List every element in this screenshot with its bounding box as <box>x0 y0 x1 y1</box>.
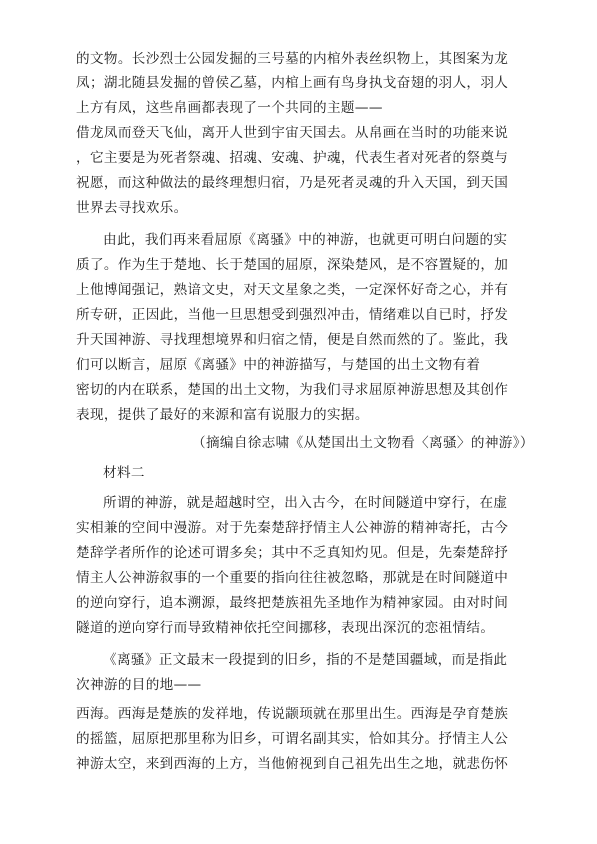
text-line: 升天国神游、寻找理想境界和归宿之情，便是自然而然的了。鉴此，我 <box>76 332 509 348</box>
text-line: 隧道的逆向穿行而导致精神依托空间挪移，表现出深沉的恋祖情结。 <box>76 620 495 636</box>
text-line: 质了。作为生于楚地、长于楚国的屈原，深染楚风，是不容置疑的，加 <box>76 257 509 273</box>
text-line: 凤；湖北随县发掘的曾侯乙墓，内棺上画有鸟身执戈奋翅的羽人，羽人 <box>76 75 509 91</box>
text-line: 楚辞学者所作的论述可谓多矣；其中不乏真知灼见。但是，先秦楚辞抒 <box>76 545 509 561</box>
text-line: 上他博闻强记，熟谙文史，对天文星象之类，一定深怀好奇之心，并有 <box>76 282 509 298</box>
section-heading: 材料二 <box>103 465 145 481</box>
text-line: 密切的内在联系，楚国的出土文物，为我们寻求屈原神游思想及其创作 <box>76 382 509 398</box>
text-line: 借龙凤而登天飞仙，离开人世到宇宙天国去。从帛画在当时的功能来说 <box>76 125 509 141</box>
text-line: 的文物。长沙烈士公园发掘的三号墓的内棺外表丝织物上，其图案为龙 <box>76 51 509 67</box>
text-line: 的摇篮，屈原把那里称为旧乡，可谓名副其实，恰如其分。抒情主人公 <box>76 731 509 747</box>
text-line: 情主人公神游叙事的一个重要的指向往往被忽略，那就是在时间隧道中 <box>76 570 509 586</box>
source-citation: （摘编自徐志啸《从楚国出土文物看〈离骚〉的神游》） <box>192 435 534 451</box>
text-line: 们可以断言，屈原《离骚》中的神游描写，与楚国的出土文物有着 <box>76 357 481 373</box>
text-line: 的逆向穿行，追本溯源，最终把楚族祖先圣地作为精神家园。由对时间 <box>76 595 509 611</box>
paragraph-first-line: 由此，我们再来看屈原《离骚》中的神游，也就更可明白问题的实 <box>103 232 508 248</box>
paragraph-first-line: 《离骚》正文最末一段提到的旧乡，指的不是楚国疆域，而是指此 <box>103 652 508 668</box>
text-line: 上方有凤，这些帛画都表现了一个共同的主题—— <box>76 100 383 116</box>
text-line: 世界去寻找欢乐。 <box>76 200 188 216</box>
text-line: 实相兼的空间中漫游。对于先秦楚辞抒情主人公神游的精神寄托，古今 <box>76 520 509 536</box>
text-line: 所专研，正因此，当他一旦思想受到强烈冲击，情绪难以自已时，抒发 <box>76 307 509 323</box>
text-line: 次神游的目的地—— <box>76 677 202 693</box>
text-line: 神游太空，来到西海的上方，当他俯视到自己祖先出生之地，就悲伤怀 <box>76 756 509 772</box>
paragraph-first-line: 所谓的神游，就是超越时空，出入古今，在时间隧道中穿行，在虚 <box>103 495 508 511</box>
text-line: 西海。西海是楚族的发祥地，传说颛顼就在那里出生。西海是孕育楚族 <box>76 706 509 722</box>
text-line: 表现，提供了最好的来源和富有说服力的实据。 <box>76 407 369 423</box>
text-line: ，它主要是为死者祭魂、招魂、安魂、护魂，代表生者对死者的祭奠与 <box>76 150 509 166</box>
text-line: 祝愿，而这种做法的最终理想归宿，乃是死者灵魂的升入天国，到天国 <box>76 175 509 191</box>
